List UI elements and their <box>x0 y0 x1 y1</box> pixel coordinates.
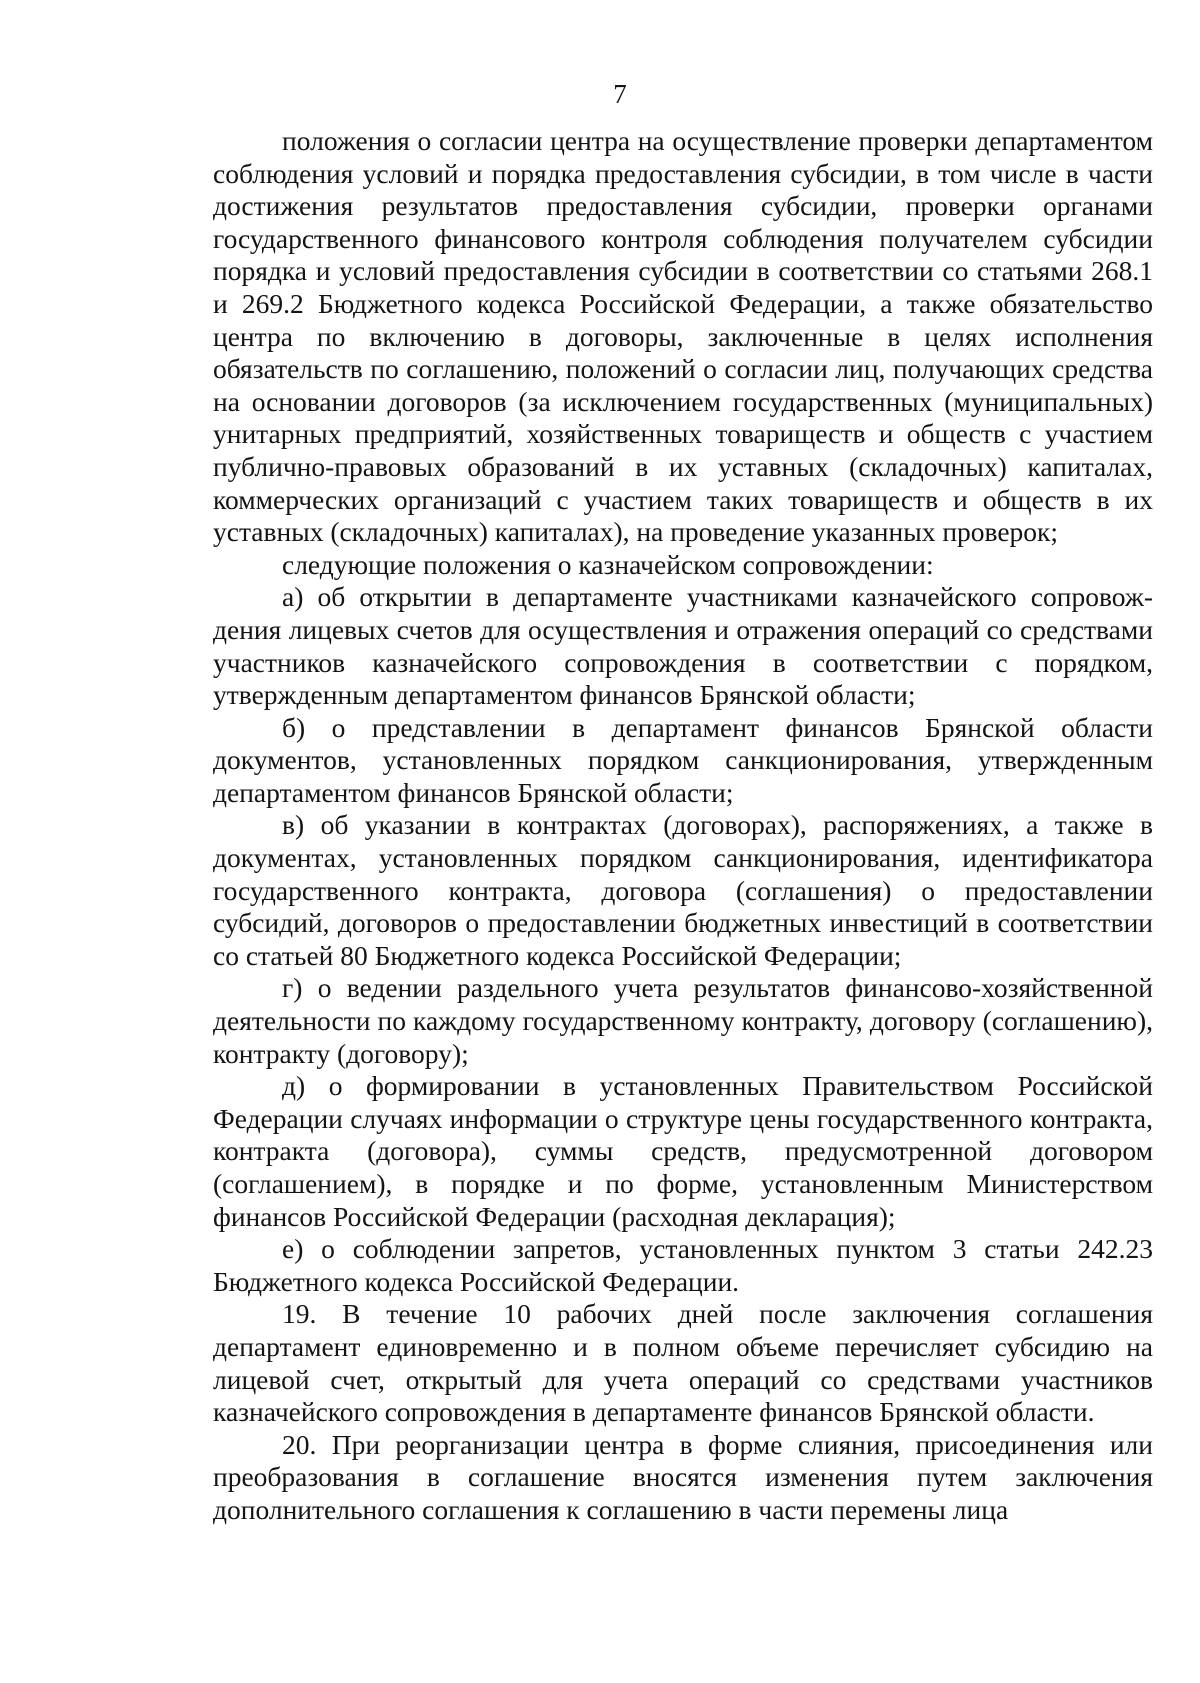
paragraph-item-d: д) о формировании в установленных Правительством Российской Федерации случаях информации о структуре цены государственного контракта, контракта (договора), суммы средств, предусмотренной договором (соглашением), в порядке и по форме, установленным Министерством финансов Российской Федерации (расходная декларация); <box>213 1070 1153 1232</box>
paragraph-item-a: а) об открытии в департаменте участниками казначейского сопровождения лицевых счетов для осуществления и отражения операций со средствами участников казначейского сопровождения в соответствии с порядком, утвержденным департаментом финансов Брянской области; <box>213 581 1153 711</box>
paragraph-audit-consent: положения о согласии центра на осуществление проверки департаментом соблюдения условий и порядка предоставления субсидии, в том числе в части достижения результатов предоставления субсидии, проверки органами государственного финансового контроля соблюдения получателем субсидии порядка и условий предоставления субсидии в соответствии со статьями 268.1 и 269.2 Бюджетного кодекса Российской Федерации, а также обязательство центра по включению в договоры, заключенные в целях исполнения обязательств по соглашению, положений о согласии лиц, получающих средства на основании договоров (за исключением государственных (муниципальных) унитарных предприятий, хозяйственных товариществ и обществ с участием публично-правовых образований в их уставных (складочных) капиталах, коммерческих организаций с участием таких товариществ и обществ в их уставных (складочных) капиталах), на проведение указанных проверок; <box>213 125 1153 548</box>
paragraph-item-b: б) о представлении в департамент финансов Брянской области документов, установленных порядком санкционирования, утвержденным департаментом финансов Брянской области; <box>213 711 1153 808</box>
paragraph-item-g: г) о ведении раздельного учета результатов финансово-хозяйственной деятельности по каждому государственному контракту, договору (соглашению), контракту (договору); <box>213 972 1153 1069</box>
paragraph-item-v: в) об указании в контрактах (договорах), распоряжениях, а также в документах, установленных порядком санкционирования, идентификатора государственного контракта, договора (соглашения) о предоставлении субсидий, договоров о предоставлении бюджетных инвестиций в соответствии со статьей 80 Бюджетного кодекса Российской Федерации; <box>213 809 1153 971</box>
paragraph-clause-19: 19. В течение 10 рабочих дней после заключения соглашения департамент единовременно и в полном объеме перечисляет субсидию на лицевой счет, открытый для учета операций со средствами участников казначейского сопровождения в департаменте финансов Брянской области. <box>213 1298 1153 1428</box>
paragraph-item-e: е) о соблюдении запретов, установленных пунктом 3 статьи 242.23 Бюджетного кодекса Российской Федерации. <box>213 1233 1153 1297</box>
paragraph-clause-20: 20. При реорганизации центра в форме слияния, присоединения или преобразования в соглашение вносятся изменения путем заключения дополнительного соглашения к соглашению в части перемены лица <box>213 1428 1153 1525</box>
document-body <box>213 125 1153 1527</box>
paragraph-treasury-intro: следующие положения о казначейском сопровождении: <box>282 548 934 580</box>
page-number: 7 <box>613 79 627 109</box>
